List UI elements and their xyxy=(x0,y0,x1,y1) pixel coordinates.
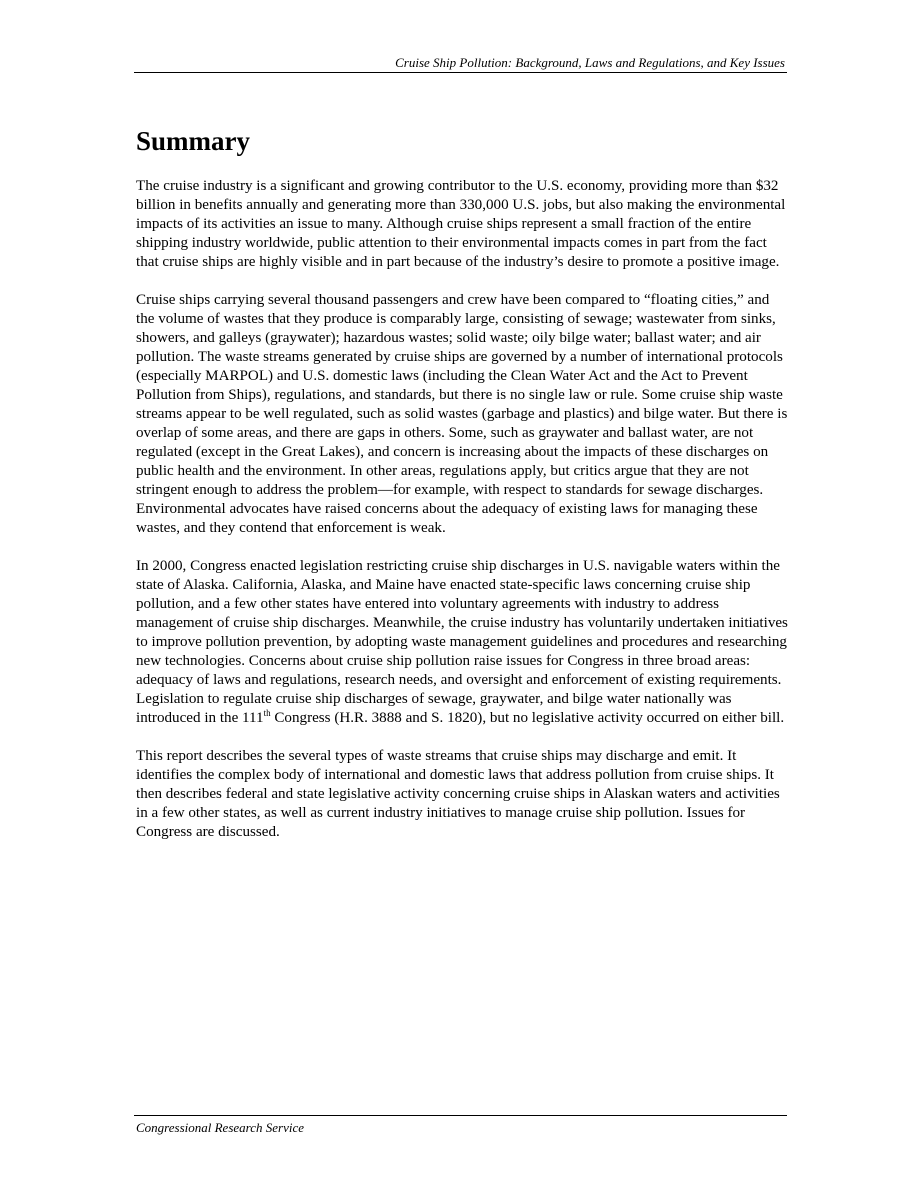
paragraph xyxy=(136,557,788,728)
running-header xyxy=(134,55,787,73)
paragraph-text: In 2000, Congress enacted legislation restricting cruise ship discharges in U.S. navigable waters within the state of Alaska. California, Alaska, and Maine have enacted state-specific laws concerning cruise ship pollution, and a few other states have entered into voluntary agreements with industry to address management of cruise ship discharges. Meanwhile, the cruise industry has voluntarily undertaken initiatives to improve pollution prevention, by adopting waste management guidelines and procedures and researching new technologies. Concerns about cruise ship pollution raise issues for Congress in three broad areas: adequacy of laws and regulations, research needs, and oversight and enforcement of existing requirements. Legislation to regulate cruise ship discharges of sewage, graywater, and bilge water nationally was introduced in the 111 xyxy=(136,558,788,726)
summary-body xyxy=(136,177,788,861)
running-footer xyxy=(134,1115,787,1135)
paragraph-text: Congress (H.R. 3888 and S. 1820), but no legislative activity occurred on either bill. xyxy=(270,710,785,726)
paragraph: This report describes the several types of waste streams that cruise ships may discharge and emit. It identifies the complex body of international and domestic laws that address pollution from cruise ships. It then describes federal and state legislative activity concerning cruise ships in Alaskan waters and activities in a few other states, as well as current industry initiatives to manage cruise ship pollution. Issues for Congress are discussed. xyxy=(136,748,780,840)
section-heading: Summary xyxy=(136,126,250,156)
paragraph: The cruise industry is a significant and growing contributor to the U.S. economy, providing more than $32 billion in benefits annually and generating more than 330,000 U.S. jobs, but also making the environmental impacts of its activities an issue to many. Although cruise ships represent a small fraction of the entire shipping industry worldwide, public attention to their environmental impacts comes in part from the fact that cruise ships are highly visible and in part because of the industry’s desire to promote a positive image. xyxy=(136,178,786,270)
paragraph: Cruise ships carrying several thousand passengers and crew have been compared to “floating cities,” and the volume of wastes that they produce is comparably large, consisting of sewage; wastewater from sinks, showers, and galleys (graywater); hazardous wastes; solid waste; oily bilge water; ballast water; and air pollution. The waste streams generated by cruise ships are governed by a number of international protocols (especially MARPOL) and U.S. domestic laws (including the Clean Water Act and the Act to Prevent Pollution from Ships), regulations, and standards, but there is no single law or rule. Some cruise ship waste streams appear to be well regulated, such as solid wastes (garbage and plastics) and bilge water. But there is overlap of some areas, and there are gaps in others. Some, such as graywater and ballast water, are not regulated (except in the Great Lakes), and concern is increasing about the impacts of these discharges on public health and the environment. In other areas, regulations apply, but critics argue that they are not stringent enough to address the problem—for example, with respect to standards for sewage discharges. Environmental advocates have raised concerns about the adequacy of existing laws for managing these wastes, and they contend that enforcement is weak. xyxy=(136,292,788,536)
ordinal-superscript: th xyxy=(263,707,271,718)
footer-source: Congressional Research Service xyxy=(136,1120,304,1135)
report-title: Cruise Ship Pollution: Background, Laws and Regulations, and Key Issues xyxy=(395,55,785,70)
